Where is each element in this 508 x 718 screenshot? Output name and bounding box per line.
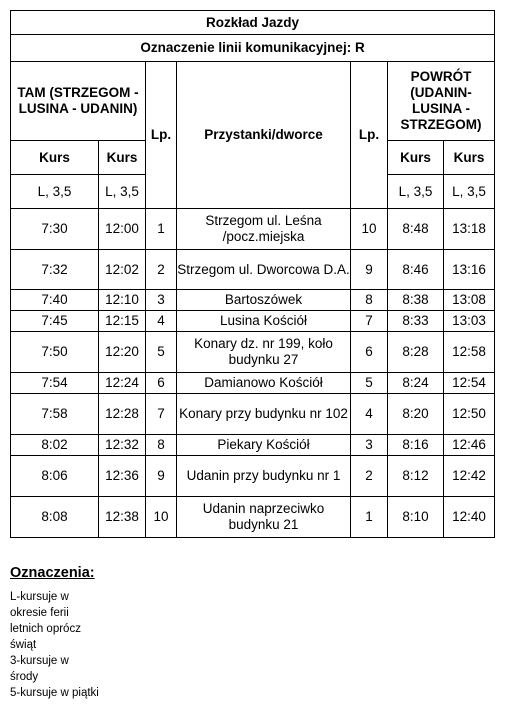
stop-name: Konary dz. nr 199, koło budynku 27	[177, 332, 351, 373]
table-row	[11, 209, 495, 250]
kurs-marks: L, 3,5	[444, 175, 495, 209]
note-line: letnich oprócz	[10, 623, 81, 635]
lp-left: 1	[146, 209, 177, 250]
tam-time-2: 12:32	[99, 435, 146, 456]
table-row	[11, 497, 495, 538]
lp-right: 4	[351, 394, 388, 435]
tam-time-1: 7:58	[11, 394, 99, 435]
kurs-header: Kurs	[388, 141, 444, 175]
powrot-time-1: 8:12	[388, 456, 444, 497]
stop-name: Strzegom ul. Dworcowa D.A.	[177, 250, 351, 290]
note-line: świąt	[10, 639, 37, 651]
tam-time-2: 12:36	[99, 456, 146, 497]
table-row	[11, 332, 495, 373]
powrot-time-2: 12:50	[444, 394, 495, 435]
tam-time-1: 7:50	[11, 332, 99, 373]
timetable-title: Rozkład Jazdy	[11, 11, 495, 35]
direction-tam-header: TAM (STRZEGOM - LUSINA - UDANIN)	[11, 62, 146, 141]
powrot-time-1: 8:16	[388, 435, 444, 456]
powrot-time-1: 8:38	[388, 290, 444, 311]
lp-left: 8	[146, 435, 177, 456]
table-row	[11, 290, 495, 311]
powrot-time-2: 13:16	[444, 250, 495, 290]
lp-left: 2	[146, 250, 177, 290]
lp-right: 6	[351, 332, 388, 373]
note-line: L-kursuje w	[10, 591, 69, 603]
stop-name: Strzegom ul. Leśna /pocz.miejska	[177, 209, 351, 250]
stop-name: Bartoszówek	[177, 290, 351, 311]
powrot-time-2: 13:18	[444, 209, 495, 250]
stop-name: Lusina Kościół	[177, 311, 351, 332]
direction-powrot-header: POWRÓT (UDANIN- LUSINA - STRZEGOM)	[388, 62, 495, 141]
lp-left: 7	[146, 394, 177, 435]
powrot-time-2: 12:42	[444, 456, 495, 497]
lp-right: 9	[351, 250, 388, 290]
powrot-time-1: 8:10	[388, 497, 444, 538]
tam-time-1: 7:30	[11, 209, 99, 250]
powrot-time-2: 12:54	[444, 373, 495, 394]
tam-time-1: 7:45	[11, 311, 99, 332]
lp-left: 3	[146, 290, 177, 311]
tam-time-2: 12:10	[99, 290, 146, 311]
tam-time-2: 12:02	[99, 250, 146, 290]
powrot-time-2: 13:03	[444, 311, 495, 332]
tam-time-2: 12:24	[99, 373, 146, 394]
lp-right: 7	[351, 311, 388, 332]
note-line: środy	[10, 671, 39, 683]
lp-left: 5	[146, 332, 177, 373]
legend-notes	[10, 565, 210, 701]
powrot-time-2: 12:46	[444, 435, 495, 456]
lp-header-left: Lp.	[146, 62, 177, 209]
tam-time-1: 7:32	[11, 250, 99, 290]
lp-right: 1	[351, 497, 388, 538]
lp-right: 5	[351, 373, 388, 394]
lp-header-right: Lp.	[351, 62, 388, 209]
lp-left: 6	[146, 373, 177, 394]
lp-right: 3	[351, 435, 388, 456]
tam-time-2: 12:20	[99, 332, 146, 373]
tam-time-1: 8:08	[11, 497, 99, 538]
table-row	[11, 311, 495, 332]
tam-time-1: 7:40	[11, 290, 99, 311]
stop-name: Piekary Kościół	[177, 435, 351, 456]
tam-time-2: 12:15	[99, 311, 146, 332]
stop-name: Udanin przy budynku nr 1	[177, 456, 351, 497]
stop-name: Damianowo Kościół	[177, 373, 351, 394]
notes-title: Oznaczenia:	[10, 565, 95, 581]
powrot-time-1: 8:46	[388, 250, 444, 290]
table-row	[11, 456, 495, 497]
lp-left: 4	[146, 311, 177, 332]
kurs-header: Kurs	[11, 141, 99, 175]
lp-right: 2	[351, 456, 388, 497]
table-row	[11, 250, 495, 290]
tam-time-1: 7:54	[11, 373, 99, 394]
note-line: okresie ferii	[10, 607, 69, 619]
note-line: 5-kursuje w piątki	[10, 687, 99, 699]
kurs-marks: L, 3,5	[99, 175, 146, 209]
powrot-time-1: 8:48	[388, 209, 444, 250]
lp-left: 9	[146, 456, 177, 497]
table-row	[11, 373, 495, 394]
tam-time-2: 12:38	[99, 497, 146, 538]
table-row	[11, 435, 495, 456]
powrot-time-1: 8:28	[388, 332, 444, 373]
lp-right: 10	[351, 209, 388, 250]
kurs-header: Kurs	[444, 141, 495, 175]
powrot-time-1: 8:33	[388, 311, 444, 332]
lp-right: 8	[351, 290, 388, 311]
stops-header: Przystanki/dworce	[177, 62, 351, 209]
tam-time-2: 12:00	[99, 209, 146, 250]
tam-time-2: 12:28	[99, 394, 146, 435]
note-line: 3-kursuje w	[10, 655, 69, 667]
tam-time-1: 8:02	[11, 435, 99, 456]
kurs-marks: L, 3,5	[388, 175, 444, 209]
powrot-time-1: 8:24	[388, 373, 444, 394]
stop-name: Udanin naprzeciwko budynku 21	[177, 497, 351, 538]
powrot-time-2: 12:58	[444, 332, 495, 373]
table-row	[11, 394, 495, 435]
lp-left: 10	[146, 497, 177, 538]
kurs-header: Kurs	[99, 141, 146, 175]
stop-name: Konary przy budynku nr 102	[177, 394, 351, 435]
line-label: Oznaczenie linii komunikacyjnej: R	[11, 35, 495, 62]
powrot-time-1: 8:20	[388, 394, 444, 435]
timetable	[10, 10, 495, 538]
kurs-marks: L, 3,5	[11, 175, 99, 209]
tam-time-1: 8:06	[11, 456, 99, 497]
powrot-time-2: 12:40	[444, 497, 495, 538]
powrot-time-2: 13:08	[444, 290, 495, 311]
